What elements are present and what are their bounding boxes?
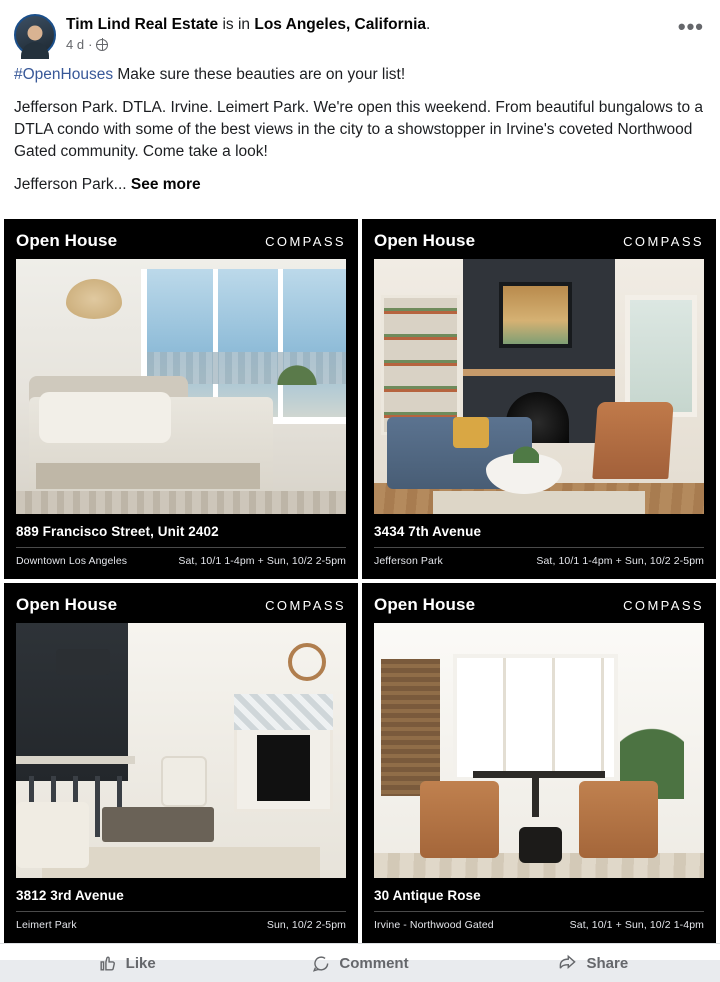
post-header [0, 0, 720, 62]
card-address: 889 Francisco Street, Unit 2402 [16, 524, 219, 539]
card-neighborhood: Irvine - Northwood Gated [374, 919, 494, 931]
rug [433, 491, 644, 514]
card-title: Open House [16, 595, 118, 614]
throw-blanket [36, 463, 260, 489]
kitchen-scene [16, 623, 346, 878]
built-in-shelving [453, 654, 618, 782]
framed-art [499, 282, 572, 348]
post-truncated-text: Jefferson Park... [14, 176, 127, 193]
comment-button[interactable] [243, 944, 476, 982]
post-truncated-row [14, 174, 706, 196]
card-title: Open House [374, 231, 476, 250]
post-timestamp-row [66, 37, 430, 52]
post-byline [66, 15, 430, 34]
ellipsis-icon[interactable]: ••• [677, 14, 704, 39]
wood-shutter [381, 659, 440, 797]
compass-logo: CΟMPASS [265, 233, 346, 249]
share-label: Share [586, 954, 629, 972]
comment-icon [311, 954, 330, 973]
avatar-face [28, 26, 43, 41]
compass-logo: CΟMPASS [623, 597, 704, 613]
card-times: Sat, 10/1 1-4pm + Sun, 10/2 2-5pm [178, 555, 346, 567]
bedroom-scene [16, 259, 346, 514]
listing-photo[interactable] [16, 259, 346, 514]
card-times: Sat, 10/1 1-4pm + Sun, 10/2 2-5pm [536, 555, 704, 567]
wall-mirror [288, 643, 326, 681]
table-leg [532, 771, 539, 817]
shelving-scene [374, 623, 704, 878]
card-footer [374, 911, 704, 933]
photo-grid [0, 219, 720, 943]
comment-label: Comment [339, 954, 409, 972]
headline-rest: Make sure these beauties are on your list! [113, 66, 406, 83]
avatar[interactable] [14, 14, 56, 56]
card-times: Sat, 10/1 + Sun, 10/2 1-4pm [569, 919, 704, 931]
mantel [463, 369, 615, 376]
action-bar [0, 943, 720, 982]
post-location[interactable]: Los Angeles, California [254, 16, 427, 33]
post-timestamp[interactable]: 4 d [66, 37, 85, 52]
plant [513, 441, 539, 463]
share-icon [558, 954, 577, 973]
globe-icon[interactable] [96, 39, 108, 51]
card-neighborhood: Downtown Los Angeles [16, 555, 128, 567]
post-paragraph: Jefferson Park. DTLA. Irvine. Leimert Park. We're open this weekend. From beautiful bungalows to a DTLA condo with some of the best views in the city to a showstopper in Irvine's coveted Northwood Gated community. Come take a look! [14, 99, 704, 160]
leather-chair [592, 402, 673, 479]
like-label: Like [125, 954, 156, 972]
see-more-link[interactable]: See more [130, 176, 201, 193]
byline-period: . [426, 16, 431, 33]
tile-pattern [234, 694, 333, 730]
card-times: Sun, 10/2 2-5pm [266, 919, 346, 931]
rug [16, 491, 346, 514]
share-button[interactable] [477, 944, 710, 982]
ottoman [519, 827, 562, 863]
card-header [362, 219, 716, 259]
mullion [213, 269, 218, 417]
card-header [4, 219, 358, 259]
card-footer [16, 911, 346, 933]
compass-logo: CΟMPASS [623, 233, 704, 249]
listing-card[interactable] [362, 219, 716, 579]
palm-plant [274, 325, 320, 385]
living-room-scene [374, 259, 704, 514]
like-button[interactable] [10, 944, 243, 982]
listing-photo[interactable] [374, 623, 704, 878]
pillows [39, 392, 171, 443]
pendant-light [56, 649, 110, 675]
hashtag-openhouses[interactable]: #OpenHouses [14, 66, 114, 83]
card-address: 3434 7th Avenue [374, 524, 482, 539]
compass-logo: CΟMPASS [265, 597, 346, 613]
sofa [16, 802, 89, 868]
separator-dot: · [88, 37, 93, 52]
card-header [4, 583, 358, 623]
leather-chair-left [420, 781, 499, 858]
post-body [0, 62, 720, 219]
window-shape [625, 295, 698, 417]
card-title: Open House [16, 231, 118, 250]
listing-card[interactable] [4, 219, 358, 579]
listing-photo[interactable] [16, 623, 346, 878]
card-title: Open House [374, 595, 476, 614]
bench [102, 807, 214, 843]
listing-card[interactable] [4, 583, 358, 943]
accent-chair [161, 756, 207, 807]
pendant-light [66, 279, 122, 319]
card-neighborhood: Jefferson Park [374, 555, 443, 567]
card-footer [374, 547, 704, 569]
is-in-text: is in [218, 16, 255, 33]
avatar-body [21, 42, 49, 59]
bookshelf [381, 295, 460, 435]
cushion [453, 417, 489, 448]
listing-photo[interactable] [374, 259, 704, 514]
card-address: 3812 3rd Avenue [16, 888, 124, 903]
card-header [362, 583, 716, 623]
thumbs-up-icon [98, 954, 117, 973]
counter [16, 756, 135, 764]
post-headline [14, 64, 706, 86]
card-address: 30 Antique Rose [374, 888, 481, 903]
fireplace [257, 735, 310, 801]
post-meta [66, 14, 430, 52]
leather-chair-right [579, 781, 658, 858]
listing-card[interactable] [362, 583, 716, 943]
card-neighborhood: Leimert Park [16, 919, 77, 931]
card-footer [16, 547, 346, 569]
author-name[interactable]: Tim Lind Real Estate [66, 16, 219, 33]
